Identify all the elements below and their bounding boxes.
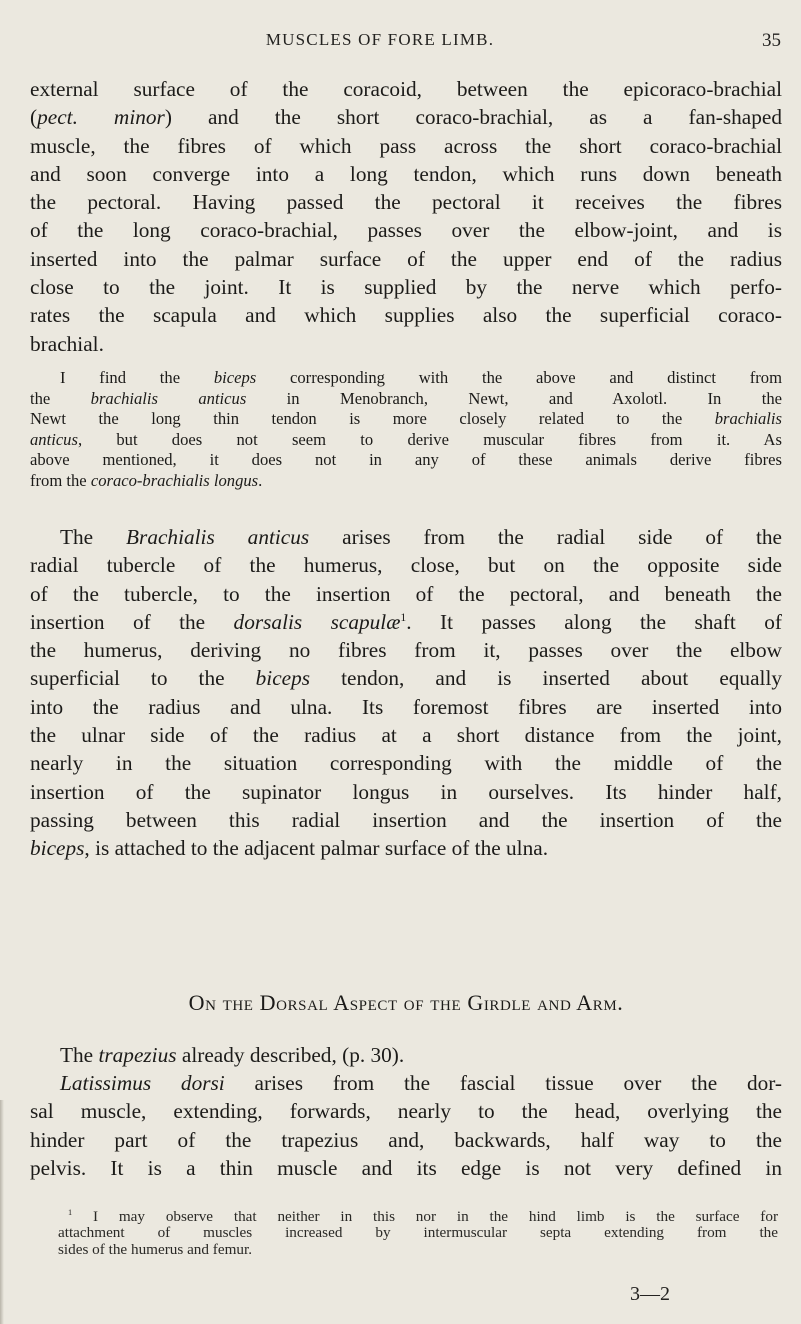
note-line: Newt the long thin tendon is more closely related to the brachialis: [30, 409, 782, 429]
text-line: nearly in the situation corresponding with the middle of the: [30, 751, 782, 776]
footnote-ref: 1: [400, 610, 407, 624]
note-line: above mentioned, it does not in any of these animals derive fibres: [30, 450, 782, 470]
text-line: of the tubercle, to the insertion of the pectoral, and beneath the: [30, 581, 782, 606]
text-line: into the radius and ulna. Its foremost fibres are inserted into: [30, 694, 782, 719]
text-line: the pectoral. Having passed the pectoral it receives the fibres: [30, 190, 782, 215]
footnote-line: $^1$ I may observe that neither in this nor in the hind limb is the surface for: [68, 1207, 778, 1225]
text-line: insertion of the supinator longus in ourselves. Its hinder half,: [30, 779, 782, 804]
text-line: the ulnar side of the radius at a short distance from the joint,: [30, 723, 782, 748]
running-title: MUSCLES OF FORE LIMB.: [265, 30, 495, 49]
page-number: 35: [762, 30, 781, 51]
text-line: external surface of the coracoid, between the epicoraco-brachial: [30, 77, 782, 101]
paragraph-3: [30, 1041, 782, 1069]
note-line: from the coraco-brachialis longus.: [30, 470, 263, 490]
footnote-line: attachment of muscles increased by intermuscular septa extending from the: [58, 1224, 778, 1242]
note-line: the brachialis anticus in Menobranch, Newt, and Axolotl. In the: [30, 388, 782, 408]
text-line: sal muscle, extending, forwards, nearly to the head, overlying the: [30, 1099, 782, 1124]
text-line: The trapezius already described, (p. 30).: [60, 1043, 405, 1067]
text-line: pelvis. It is a thin muscle and its edge is not very defined in: [30, 1155, 782, 1180]
text-line: the humerus, deriving no fibres from it, passes over the elbow: [30, 638, 782, 663]
paragraph-1: [30, 75, 782, 358]
text-line: The Brachialis anticus arises from the radial side of the: [60, 525, 783, 549]
text-line: Latissimus dorsi arises from the fascial tissue over the dor-: [60, 1071, 783, 1095]
text-line: passing between this radial insertion and the insertion of the: [30, 807, 782, 832]
running-head: [0, 30, 801, 54]
note-line: I find the biceps corresponding with the above and distinct from: [60, 368, 782, 387]
text-line: of the long coraco-brachial, passes over the elbow-joint, and is: [30, 218, 782, 243]
text-line: superficial to the biceps tendon, and is inserted about equally: [30, 666, 783, 691]
signature-mark: 3—2: [630, 1283, 670, 1305]
text-line: muscle, the fibres of which pass across the short coraco-brachial: [30, 133, 782, 158]
paragraph-2: [30, 523, 782, 863]
page-edge-shadow: [0, 1100, 4, 1324]
text-line: insertion of the dorsalis scapulæ$^1$. It passes along the shaft of: [30, 609, 783, 634]
footnote: [58, 1209, 778, 1258]
text-line: brachial.: [30, 331, 104, 356]
text-line: and soon converge into a long tendon, which runs down beneath: [30, 161, 782, 186]
section-heading: On the Dorsal Aspect of the Girdle and Arm.: [188, 990, 624, 1015]
text-line: (pect. minor) and the short coraco-brachial, as a fan-shaped: [30, 105, 782, 130]
text-line: rates the scapula and which supplies also the superficial coraco-: [30, 303, 782, 328]
note-line: anticus, but does not seem to derive muscular fibres from it. As: [30, 429, 782, 449]
small-note: [30, 368, 782, 492]
text-line: radial tubercle of the humerus, close, but on the opposite side: [30, 553, 782, 578]
footnote-line: sides of the humerus and femur.: [58, 1240, 253, 1258]
text-line: biceps, is attached to the adjacent palmar surface of the ulna.: [30, 836, 549, 861]
text-line: inserted into the palmar surface of the upper end of the radius: [30, 246, 782, 271]
text-line: hinder part of the trapezius and, backwards, half way to the: [30, 1127, 782, 1152]
text-line: close to the joint. It is supplied by the nerve which perfo-: [30, 275, 782, 300]
paragraph-4: [30, 1069, 782, 1182]
footnote-marker: 1: [68, 1207, 73, 1217]
